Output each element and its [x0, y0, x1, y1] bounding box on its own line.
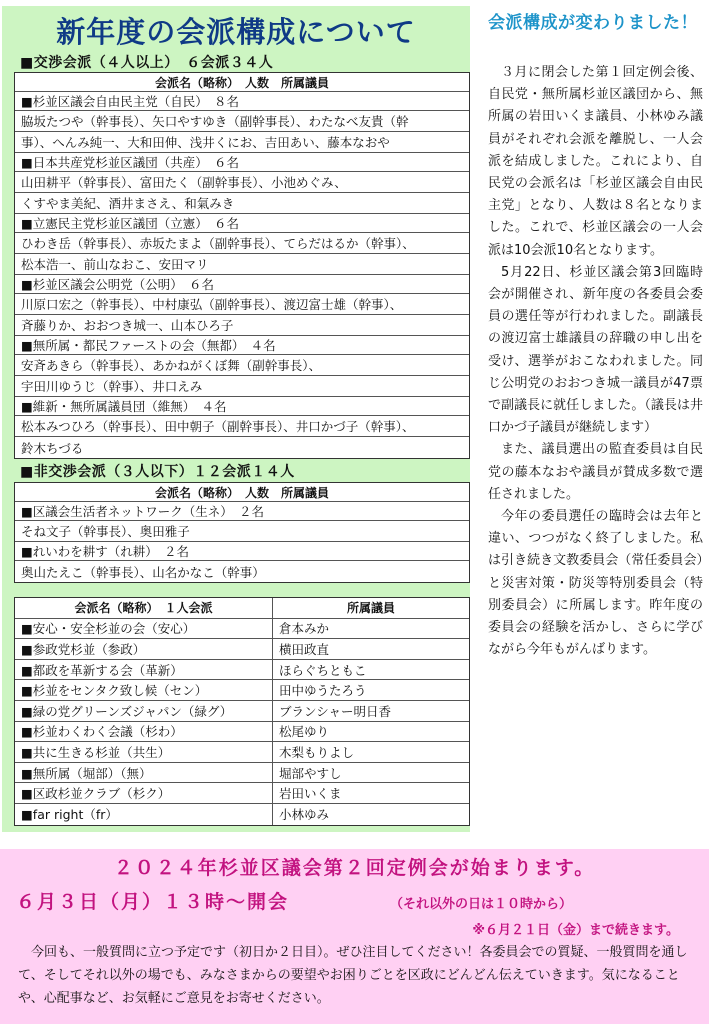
news-paragraph: 今年の委員選任の臨時会は去年と違い、つつがなく終了しました。私は引き続き文教委員会（常任委員会）と災害対策・防災等特別委員会（特別委員会）に所属します。昨年度の委員会の経験を活かし、さらに学びながら今年もがんばります。: [488, 509, 703, 658]
solo-member: 堀部やすし: [279, 765, 342, 781]
party-row: ■維新・無所属議員団（維無） ４名: [15, 397, 469, 416]
table-header: 会派名（略称） 人数 所属議員: [15, 73, 469, 92]
party-row: ■日本共産党杉並区議団（共産） ６名: [15, 153, 469, 172]
table-row: [15, 680, 469, 701]
news-paragraph: 5月22日、杉並区議会第3回臨時会が開催され、新年度の各委員会委員の選任等が行われました。副議長の渡辺富士雄議員の辞職の申し出を受け、選挙がおこなわれました。同じ公明党のおおつき城一議員が47票で副議長に就任しました。（議長は井口かづ子議員が継続します）: [488, 264, 703, 436]
solo-member: 倉本みか: [279, 621, 330, 637]
party-row: ■区議会生活者ネットワーク（生ネ） ２名: [15, 502, 469, 521]
table-row: [15, 804, 469, 825]
session-end: ※６月２１日（金）まで続きます。: [472, 923, 679, 938]
table-row: [15, 701, 469, 722]
solo-party: ■杉並をセンタク致し候（セン）: [15, 680, 273, 700]
solo-party: ■共に生きる杉並（共生）: [15, 742, 273, 762]
table-header: [15, 598, 469, 619]
session-note: （それ以外の日は１０時から）: [390, 897, 573, 912]
solo-member: ブランシャー明日香: [279, 703, 391, 719]
solo-member: 木梨もりよし: [279, 744, 355, 760]
news-body: [488, 62, 703, 661]
solo-party: ■緑の党グリーンズジャパン（緑グ）: [15, 701, 273, 721]
party-row: ■杉並区議会公明党（公明） ６名: [15, 275, 469, 294]
member-row: 安斉あきら（幹事長）、あかねがくぼ舞（副幹事長）、: [15, 355, 469, 376]
party-row: ■無所属・都民ファーストの会（無都） ４名: [15, 336, 469, 355]
session-announcement: [0, 849, 709, 1024]
member-row: 事）、へんみ純一、大和田伸、浅井くにお、吉田あい、藤本なおや: [15, 132, 469, 153]
table-row: [15, 722, 469, 743]
solo-member: 横田政直: [279, 641, 330, 657]
session-date: ６月３日（月）１３時～開会: [16, 891, 290, 913]
table-header: 会派名（略称） 人数 所属議員: [15, 483, 469, 502]
solo-party: ■参政党杉並（参政）: [15, 639, 273, 659]
member-row: 松本浩一、前山なおこ、安田マリ: [15, 254, 469, 275]
news-paragraph: ３月に閉会した第１回定例会後、自民党・無所属杉並区議団から、無所属の岩田いくま議員、小林ゆみ議員がそれぞれ会派を離脱し、一人会派を結成しました。これにより、自民党の会派名は「杉並区議会自由民主党」となり、人数は８名となりました。これで、杉並区議会の一人会派は10会派10名となります。: [488, 65, 703, 258]
table-row: [15, 660, 469, 681]
solo-member: ほらぐちともこ: [279, 662, 367, 678]
solo-member: 小林ゆみ: [279, 807, 330, 823]
member-row: そね文子（幹事長）、奥田雅子: [15, 521, 469, 542]
member-row: 宇田川ゆうじ（幹事）、井口えみ: [15, 376, 469, 397]
session-title: ２０２４年杉並区議会第２回定例会が始まります。: [113, 857, 596, 879]
news-paragraph: また、議員選出の監査委員は自民党の藤本なおや議員が賛成多数で選任されました。: [488, 442, 703, 502]
member-row: ひわき岳（幹事長）、赤坂たまよ（副幹事長）、てらだはるか（幹事）、: [15, 233, 469, 254]
session-message: 今回も、一般質問に立つ予定です（初日か２日目）。ぜひ注目してください！各委員会での質疑、一般質問を通して、そしてそれ以外の場でも、みなさまからの要望やお困りごとを区政にどんどん伝えていきます。気になることや、心配事など、お気軽にご意見をお寄せください。: [18, 945, 688, 1006]
member-row: 川原口宏之（幹事長）、中村康弘（副幹事長）、渡辺富士雄（幹事）、: [15, 294, 469, 315]
table-row: [15, 742, 469, 763]
solo-party: ■都政を革新する会（革新）: [15, 660, 273, 680]
member-row: 奥山たえこ（幹事長）、山名かなこ（幹事）: [21, 564, 265, 580]
solo-member: 松尾ゆり: [279, 724, 330, 740]
member-row: 脇坂たつや（幹事長）、矢口やすゆき（副幹事長）、わたなべ友貴（幹: [15, 111, 469, 132]
member-row: 斉藤りか、おおつき城一、山本ひろ子: [15, 315, 469, 336]
table-row: [15, 639, 469, 660]
solo-party: ■安心・安全杉並の会（安心）: [15, 619, 273, 639]
solo-party: ■杉並わくわく会議（杉わ）: [15, 722, 273, 742]
solo-party: ■無所属（堀部）（無）: [15, 763, 273, 783]
non-negotiating-heading: ■非交渉会派（３人以下）１２会派１４人: [20, 464, 295, 480]
member-row: くすやま美紀、酒井まさえ、和氣みき: [15, 193, 469, 214]
table-row: [15, 619, 469, 640]
table-row: [15, 783, 469, 804]
solo-party: ■区政杉並クラブ（杉ク）: [15, 783, 273, 803]
party-row: ■れいわを耕す（れ耕） ２名: [15, 542, 469, 561]
non-negotiating-table: [14, 482, 470, 583]
solo-member: 岩田いくま: [279, 786, 342, 802]
solo-party: ■far right（fr）: [15, 804, 273, 825]
news-column: [488, 10, 703, 661]
news-title: 会派構成が変わりました！: [488, 13, 698, 33]
header-party: 会派名（略称） １人会派: [15, 598, 273, 618]
member-row: 松本みつひろ（幹事長）、田中朝子（副幹事長）、井口かづ子（幹事）、: [15, 416, 469, 437]
header-member: 所属議員: [346, 601, 395, 616]
member-row: 山田耕平（幹事長）、富田たく（副幹事長）、小池めぐみ、: [15, 172, 469, 193]
party-row: ■立憲民主党杉並区議団（立憲） ６名: [15, 214, 469, 233]
table-row: [15, 763, 469, 784]
member-row: 鈴木ちづる: [21, 440, 84, 456]
solo-faction-table: [14, 597, 470, 826]
page-title: 新年度の会派構成について: [56, 15, 416, 49]
solo-member: 田中ゆうたろう: [279, 683, 367, 699]
faction-panel: [2, 6, 470, 832]
negotiating-heading: ■交渉会派（４人以上） ６会派３４人: [20, 55, 274, 71]
party-row: ■杉並区議会自由民主党（自民） ８名: [15, 92, 469, 111]
negotiating-table: [14, 72, 470, 459]
